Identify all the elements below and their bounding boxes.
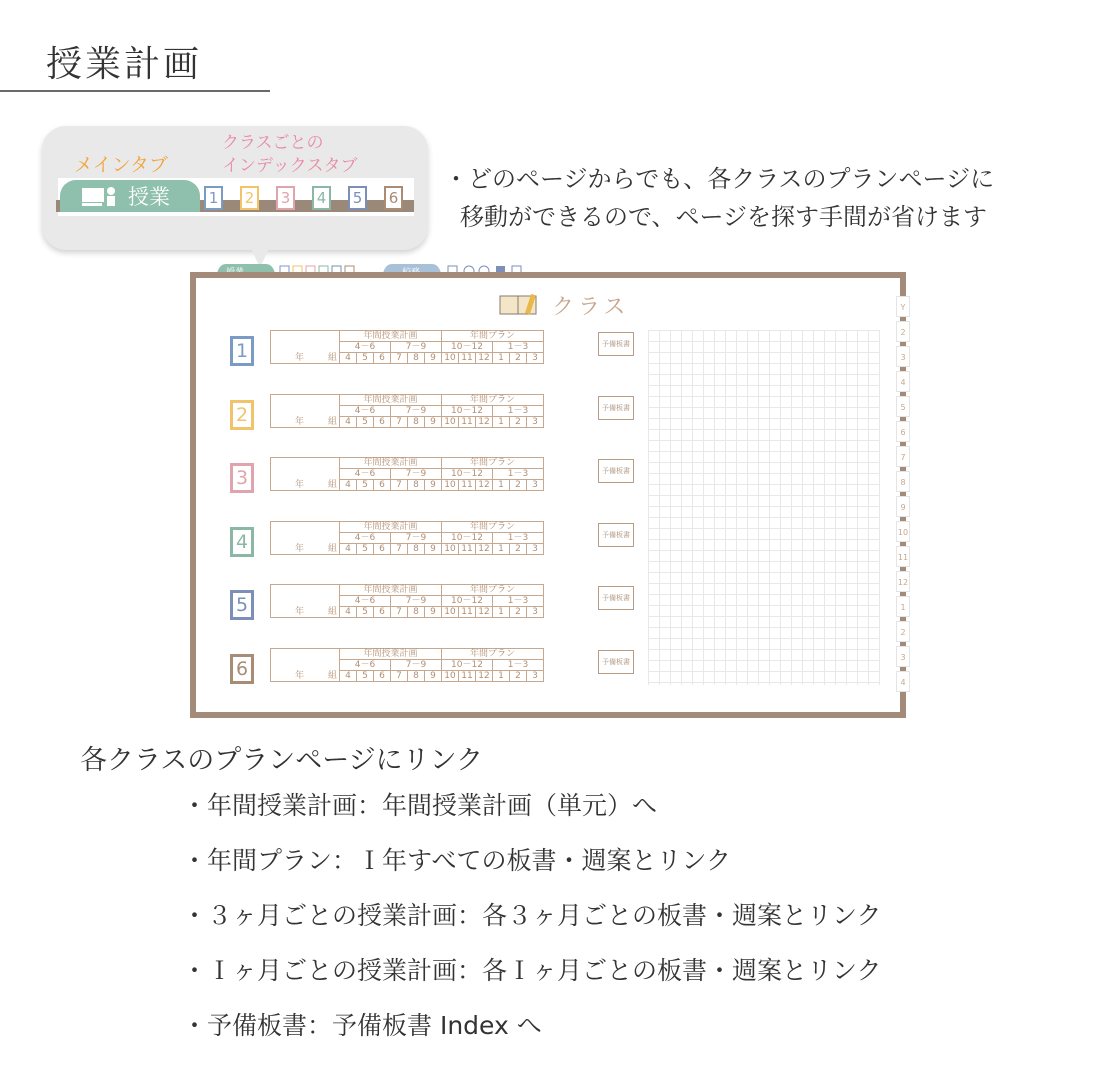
link-heading: 各クラスのプランページにリンク xyxy=(80,745,484,776)
month-link[interactable]: 1 xyxy=(493,543,510,554)
title-underline xyxy=(0,90,270,92)
class-index-tab-6[interactable]: 6 xyxy=(384,186,403,210)
spare-board-link[interactable]: 予備板書 xyxy=(598,650,634,674)
month-link[interactable]: 10 xyxy=(442,670,459,681)
month-link[interactable]: 8 xyxy=(408,416,425,427)
month-link[interactable]: 2 xyxy=(510,416,527,427)
side-tab-7[interactable]: 8 xyxy=(896,471,910,492)
link-item-quarter-plan: ・３ヶ月ごとの授業計画：各３ヶ月ごとの板書・週案とリンク xyxy=(182,901,882,930)
quarter-link[interactable]: 7－9 xyxy=(391,342,442,353)
quarter-link[interactable]: 4－6 xyxy=(340,405,391,416)
year-label: 年 xyxy=(295,416,305,427)
quarter-link[interactable]: 4－6 xyxy=(340,342,391,353)
month-link[interactable]: 3 xyxy=(527,607,544,618)
month-link[interactable]: 9 xyxy=(425,480,442,491)
year-label: 年 xyxy=(295,543,305,554)
month-link[interactable]: 1 xyxy=(493,607,510,618)
quarter-link[interactable]: 1－3 xyxy=(493,405,544,416)
spare-board-link[interactable]: 予備板書 xyxy=(598,396,634,420)
month-link[interactable]: 11 xyxy=(459,416,476,427)
spare-board-link[interactable]: 予備板書 xyxy=(598,332,634,356)
side-tab-2[interactable]: 3 xyxy=(896,346,910,367)
month-link[interactable]: 3 xyxy=(527,480,544,491)
page-title: 授業計画 xyxy=(46,44,203,85)
month-link[interactable]: 6 xyxy=(374,607,391,618)
month-link[interactable]: 9 xyxy=(425,607,442,618)
month-link[interactable]: 9 xyxy=(425,416,442,427)
quarter-link[interactable]: 10－12 xyxy=(442,342,493,353)
year-plan-link[interactable]: 年間プラン xyxy=(442,331,544,342)
month-link[interactable]: 10 xyxy=(442,353,459,364)
month-link[interactable]: 3 xyxy=(527,543,544,554)
annual-plan-link[interactable]: 年間授業計画 xyxy=(340,585,442,596)
year-plan-link[interactable]: 年間プラン xyxy=(442,585,544,596)
month-link[interactable]: 10 xyxy=(442,480,459,491)
spare-board-link[interactable]: 予備板書 xyxy=(598,586,634,610)
class-label: 組 xyxy=(327,480,337,490)
teacher-icon xyxy=(80,185,120,207)
month-link[interactable]: 9 xyxy=(425,353,442,364)
month-link[interactable]: 11 xyxy=(459,353,476,364)
month-link[interactable]: 4 xyxy=(340,353,357,364)
month-link[interactable]: 5 xyxy=(357,670,374,681)
class-tab-caption-line2: インデックスタブ xyxy=(222,156,358,176)
month-link[interactable]: 4 xyxy=(340,416,357,427)
annual-plan-link[interactable]: 年間授業計画 xyxy=(340,648,442,659)
doc-title: クラス xyxy=(552,295,630,320)
spare-board-link[interactable]: 予備板書 xyxy=(598,523,634,547)
plan-link-table xyxy=(270,584,544,618)
class-number-1[interactable]: 1 xyxy=(230,336,254,366)
month-link[interactable]: 1 xyxy=(493,670,510,681)
main-tab-lessons[interactable] xyxy=(60,180,200,212)
plan-link-table xyxy=(270,457,544,491)
month-link[interactable]: 5 xyxy=(357,353,374,364)
link-item-annual-plan: ・年間授業計画：年間授業計画（単元）へ xyxy=(182,791,658,820)
class-row-2 xyxy=(228,394,638,434)
link-item-spare-board: ・予備板書：予備板書 Index へ xyxy=(182,1011,542,1040)
quarter-link[interactable]: 7－9 xyxy=(391,405,442,416)
class-label: 組 xyxy=(327,670,337,681)
class-tab-caption xyxy=(222,132,358,178)
class-index-tab-2[interactable]: 2 xyxy=(240,186,259,210)
class-number-6[interactable]: 6 xyxy=(230,654,254,684)
month-link[interactable]: 12 xyxy=(476,416,493,427)
month-link[interactable]: 10 xyxy=(442,416,459,427)
month-link[interactable]: 8 xyxy=(408,670,425,681)
side-tab-4[interactable]: 5 xyxy=(896,396,910,417)
quarter-link[interactable]: 1－3 xyxy=(493,469,544,480)
side-tab-6[interactable]: 7 xyxy=(896,446,910,467)
quarter-link[interactable]: 4－6 xyxy=(340,532,391,543)
month-link[interactable]: 9 xyxy=(425,543,442,554)
month-link[interactable]: 11 xyxy=(459,543,476,554)
quarter-link[interactable]: 10－12 xyxy=(442,405,493,416)
month-link[interactable]: 4 xyxy=(340,607,357,618)
month-link[interactable]: 3 xyxy=(527,416,544,427)
month-link[interactable]: 9 xyxy=(425,670,442,681)
quarter-link[interactable]: 1－3 xyxy=(493,532,544,543)
month-link[interactable]: 2 xyxy=(510,480,527,491)
main-tab-caption: メインタブ xyxy=(74,154,168,176)
quarter-link[interactable]: 7－9 xyxy=(391,659,442,670)
month-link[interactable]: 3 xyxy=(527,670,544,681)
class-index-tabs xyxy=(204,186,403,210)
side-tab-13[interactable]: 2 xyxy=(896,621,910,642)
class-index-tab-5[interactable]: 5 xyxy=(348,186,367,210)
month-link[interactable]: 12 xyxy=(476,480,493,491)
spare-board-link[interactable]: 予備板書 xyxy=(598,459,634,483)
month-link[interactable]: 8 xyxy=(408,480,425,491)
quarter-link[interactable]: 7－9 xyxy=(391,532,442,543)
side-tab-12[interactable]: 1 xyxy=(896,596,910,617)
plan-link-table xyxy=(270,521,544,555)
class-row-1 xyxy=(228,330,638,370)
month-link[interactable]: 8 xyxy=(408,353,425,364)
annual-plan-link[interactable]: 年間授業計画 xyxy=(340,394,442,405)
quarter-link[interactable]: 10－12 xyxy=(442,659,493,670)
quarter-link[interactable]: 7－9 xyxy=(391,469,442,480)
month-link[interactable]: 10 xyxy=(442,607,459,618)
quarter-link[interactable]: 4－6 xyxy=(340,469,391,480)
year-label: 年 xyxy=(295,353,305,363)
side-tab-0[interactable]: Y xyxy=(896,296,910,317)
quarter-link[interactable]: 4－6 xyxy=(340,596,391,607)
month-link[interactable]: 6 xyxy=(374,353,391,364)
month-link[interactable]: 7 xyxy=(391,670,408,681)
month-link[interactable]: 10 xyxy=(442,543,459,554)
month-link[interactable]: 6 xyxy=(374,480,391,491)
side-tab-11[interactable]: 12 xyxy=(896,571,910,592)
notebook-icon xyxy=(498,292,544,318)
month-link[interactable]: 4 xyxy=(340,543,357,554)
class-row-6 xyxy=(228,648,638,688)
month-link[interactable]: 5 xyxy=(357,416,374,427)
year-plan-link[interactable]: 年間プラン xyxy=(442,458,544,469)
class-label: 組 xyxy=(327,543,337,554)
class-row-4 xyxy=(228,521,638,561)
month-link[interactable]: 5 xyxy=(357,607,374,618)
class-number-3[interactable]: 3 xyxy=(230,463,254,493)
month-link[interactable]: 3 xyxy=(527,353,544,364)
month-link[interactable]: 1 xyxy=(493,416,510,427)
quarter-link[interactable]: 1－3 xyxy=(493,596,544,607)
quarter-link[interactable]: 1－3 xyxy=(493,342,544,353)
month-link[interactable]: 1 xyxy=(493,480,510,491)
year-label: 年 xyxy=(295,607,305,617)
class-tab-caption-line1: クラスごとの xyxy=(222,133,324,153)
class-label: 組 xyxy=(327,607,337,617)
class-number-2[interactable]: 2 xyxy=(230,400,254,430)
side-tab-1[interactable]: 2 xyxy=(896,321,910,342)
quarter-link[interactable]: 7－9 xyxy=(391,596,442,607)
side-tab-3[interactable]: 4 xyxy=(896,371,910,392)
class-index-tab-4[interactable]: 4 xyxy=(312,186,331,210)
description xyxy=(444,160,994,236)
month-link[interactable]: 11 xyxy=(459,607,476,618)
month-link[interactable]: 7 xyxy=(391,416,408,427)
class-label: 組 xyxy=(327,416,337,427)
plan-link-table xyxy=(270,394,544,428)
month-link[interactable]: 12 xyxy=(476,543,493,554)
month-link[interactable]: 4 xyxy=(340,480,357,491)
month-link[interactable]: 7 xyxy=(391,480,408,491)
description-line1: ・どのページからでも、各クラスのプランページに xyxy=(444,165,995,193)
month-link[interactable]: 2 xyxy=(510,353,527,364)
class-index-tab-3[interactable]: 3 xyxy=(276,186,295,210)
month-link[interactable]: 8 xyxy=(408,543,425,554)
month-link[interactable]: 4 xyxy=(340,670,357,681)
notes-grid xyxy=(648,330,880,685)
annual-plan-link[interactable]: 年間授業計画 xyxy=(340,521,442,532)
quarter-link[interactable]: 1－3 xyxy=(493,659,544,670)
side-tab-8[interactable]: 9 xyxy=(896,496,910,517)
month-link[interactable]: 12 xyxy=(476,353,493,364)
month-side-tabs xyxy=(896,296,910,696)
quarter-link[interactable]: 10－12 xyxy=(442,596,493,607)
month-link[interactable]: 7 xyxy=(391,607,408,618)
month-link[interactable]: 5 xyxy=(357,543,374,554)
year-label: 年 xyxy=(295,670,305,681)
class-row-3 xyxy=(228,457,638,497)
month-link[interactable]: 12 xyxy=(476,607,493,618)
description-line2: 移動ができるので、ページを探す手間が省けます xyxy=(460,203,988,231)
year-label: 年 xyxy=(295,480,305,490)
month-link[interactable]: 5 xyxy=(357,480,374,491)
class-row-5 xyxy=(228,584,638,624)
class-number-4[interactable]: 4 xyxy=(230,527,254,557)
main-tab-label: 授業 xyxy=(128,185,170,209)
link-item-month-plan: ・Ｉヶ月ごとの授業計画：各Ｉヶ月ごとの板書・週案とリンク xyxy=(182,956,882,985)
side-tab-10[interactable]: 11 xyxy=(896,546,910,567)
side-tab-14[interactable]: 3 xyxy=(896,646,910,667)
month-link[interactable]: 7 xyxy=(391,543,408,554)
side-tab-5[interactable]: 6 xyxy=(896,421,910,442)
year-plan-link[interactable]: 年間プラン xyxy=(442,648,544,659)
quarter-link[interactable]: 10－12 xyxy=(442,532,493,543)
class-index-tab-1[interactable]: 1 xyxy=(204,186,223,210)
year-plan-link[interactable]: 年間プラン xyxy=(442,521,544,532)
annual-plan-link[interactable]: 年間授業計画 xyxy=(340,331,442,342)
month-link[interactable]: 8 xyxy=(408,607,425,618)
link-list xyxy=(182,788,882,1063)
plan-link-table xyxy=(270,330,544,364)
month-link[interactable]: 2 xyxy=(510,543,527,554)
side-tab-15[interactable]: 4 xyxy=(896,671,910,692)
quarter-link[interactable]: 4－6 xyxy=(340,659,391,670)
month-link[interactable]: 6 xyxy=(374,416,391,427)
month-link[interactable]: 12 xyxy=(476,670,493,681)
month-link[interactable]: 2 xyxy=(510,670,527,681)
month-link[interactable]: 1 xyxy=(493,353,510,364)
year-plan-link[interactable]: 年間プラン xyxy=(442,394,544,405)
month-link[interactable]: 11 xyxy=(459,480,476,491)
class-number-5[interactable]: 5 xyxy=(230,590,254,620)
plan-link-table xyxy=(270,648,544,682)
month-link[interactable]: 7 xyxy=(391,353,408,364)
month-link[interactable]: 6 xyxy=(374,670,391,681)
month-link[interactable]: 6 xyxy=(374,543,391,554)
annual-plan-link[interactable]: 年間授業計画 xyxy=(340,458,442,469)
month-link[interactable]: 2 xyxy=(510,607,527,618)
class-label: 組 xyxy=(327,353,337,363)
side-tab-9[interactable]: 10 xyxy=(896,521,910,542)
link-item-year-plan: ・年間プラン：Ｉ年すべての板書・週案とリンク xyxy=(182,846,732,875)
quarter-link[interactable]: 10－12 xyxy=(442,469,493,480)
month-link[interactable]: 11 xyxy=(459,670,476,681)
